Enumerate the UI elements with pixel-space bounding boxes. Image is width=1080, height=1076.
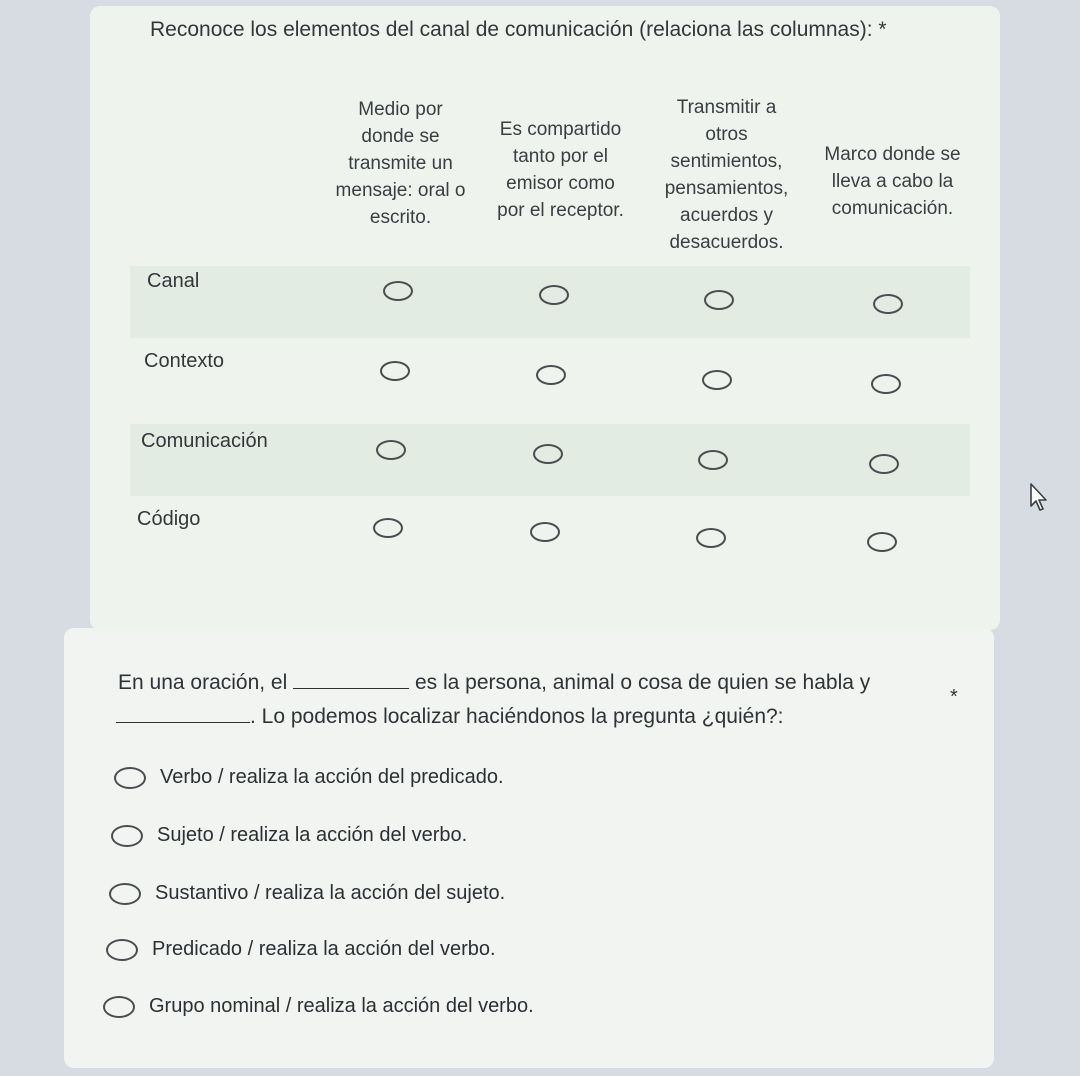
option-radio[interactable] (106, 939, 138, 961)
blank-line-1 (293, 670, 409, 689)
radio-contexto-col4[interactable] (871, 374, 901, 394)
radio-codigo-col3[interactable] (696, 528, 726, 548)
required-asterisk: * (950, 686, 958, 708)
radio-canal-col2[interactable] (539, 285, 569, 305)
option-radio[interactable] (103, 996, 135, 1018)
blank-line-2 (116, 704, 250, 723)
option-sujeto[interactable]: Sujeto / realiza la acción del verbo. (111, 824, 467, 847)
radio-comunicacion-col3[interactable] (698, 450, 728, 470)
mc-question-line1: En una oración, el es la persona, animal o cosa de quien se habla y (118, 671, 871, 694)
option-radio[interactable] (109, 883, 141, 905)
option-radio[interactable] (114, 767, 146, 789)
column-header-4: Marco donde se lleva a cabo la comunicación. (824, 144, 961, 219)
radio-codigo-col4[interactable] (867, 532, 897, 552)
row-label-contexto: Contexto (144, 350, 225, 372)
option-verbo[interactable]: Verbo / realiza la acción del predicado. (114, 766, 504, 789)
radio-canal-col4[interactable] (873, 294, 903, 314)
column-header-2: Es compartido tanto por el emisor como por el receptor. (497, 119, 624, 221)
row-label-comunicacion: Comunicación (141, 430, 268, 452)
option-radio[interactable] (111, 825, 143, 847)
radio-contexto-col2[interactable] (536, 365, 566, 385)
radio-canal-col1[interactable] (383, 281, 413, 301)
option-predicado[interactable]: Predicado / realiza la acción del verbo. (106, 938, 496, 961)
radio-comunicacion-col1[interactable] (376, 440, 406, 460)
radio-codigo-col2[interactable] (530, 522, 560, 542)
radio-contexto-col3[interactable] (702, 370, 732, 390)
radio-comunicacion-col4[interactable] (869, 454, 899, 474)
row-label-codigo: Código (137, 508, 201, 530)
row-label-canal: Canal (147, 270, 200, 292)
column-header-3: Transmitir a otros sentimientos, pensamientos, acuerdos y desacuerdos. (664, 97, 789, 253)
radio-comunicacion-col2[interactable] (533, 444, 563, 464)
radio-codigo-col1[interactable] (373, 518, 403, 538)
mc-question-line2: . Lo podemos localizar haciéndonos la pregunta ¿quién?: (116, 704, 784, 729)
radio-canal-col3[interactable] (704, 290, 734, 310)
grid-question-title: Reconoce los elementos del canal de comunicación (relaciona las columnas): * (150, 18, 887, 41)
option-sustantivo[interactable]: Sustantivo / realiza la acción del sujeto. (109, 882, 505, 905)
mouse-cursor-icon (1028, 482, 1052, 514)
option-grupo-nominal[interactable]: Grupo nominal / realiza la acción del verbo. (103, 995, 534, 1018)
column-header-1: Medio por donde se transmite un mensaje: oral o escrito. (335, 99, 466, 228)
radio-contexto-col1[interactable] (380, 361, 410, 381)
